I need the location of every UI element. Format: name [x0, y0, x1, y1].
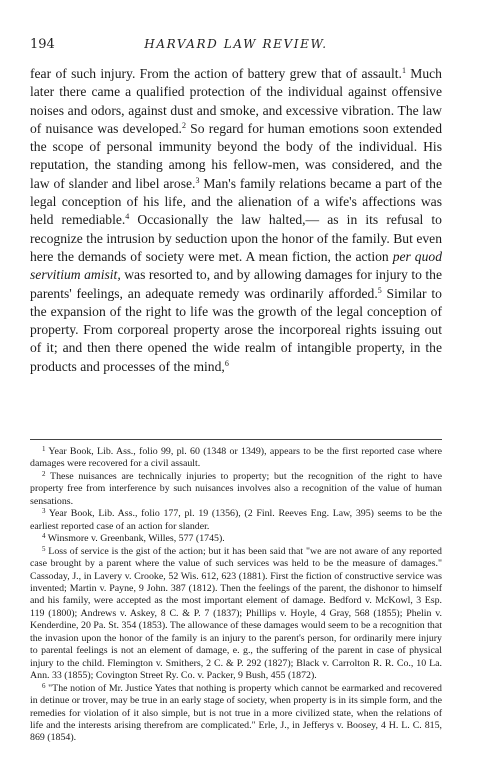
footnote — [30, 446, 442, 471]
footnote-mark: 3 — [42, 507, 46, 516]
footnote-reference: 6 — [224, 358, 229, 368]
footnote-text: Winsmore v. Greenbank, Willes, 577 (1745). — [45, 533, 225, 545]
body-sentence: fear of such injury. From the action of battery grew that of assault. — [30, 66, 402, 81]
footnote-mark: 1 — [42, 445, 46, 453]
body-sentence: Similar to the expansion of the right to life was the growth of the legal conception of property. From corporeal property arose the incorporeal rights issuing out of it; and then there opened the wide realm of intangible property, in the products and processes of the mind, — [30, 285, 442, 374]
footnote — [30, 683, 442, 745]
footnote — [30, 533, 442, 545]
footnote-reference: 3 — [195, 175, 200, 185]
body-sentence: was resorted to, and by allowing damages for injury to the parents' feelings, an adequate remedy was ordinarily afforded. — [30, 267, 442, 301]
running-title: HARVARD LAW REVIEW. — [144, 37, 328, 51]
footnote-reference: 5 — [377, 285, 382, 295]
footnote-text: These nuisances are technically injuries to property; but the recognition of the right to have property free from interference by such nuisances involves also a recognition of the value of human sensations. — [30, 470, 442, 507]
body-text — [30, 65, 442, 376]
latin-phrase: per quod servitium amisit, — [30, 248, 442, 283]
footnote — [30, 546, 442, 683]
body-sentence: Much later there came a qualified protection of the individual against offensive noises and odors, against dust and smoke, and excessive vibration. The law of nuisance was developed. — [30, 66, 442, 136]
footnote-text: Loss of service is the gist of the action; but it has been said that "we are not aware of any reported case brought by a parent where the value of such services was held to be the measure of damages." Cassoday, J., in Lavery v. Crooke, 52 Wis. 612, 623 (1881). First the fiction of constructive service was invented; Martin v. Payne, 9 John. 387 (1812). Then the feelings of the parent, the dishonor to himself and his family, were accepted as the most important element of damage. Bedford v. McKowl, 3 Esp. 119 (1800); Andrews v. Askey, 8 C. & P. 7 (1837); Phillips v. Hoyle, 4 Gray, 568 (1855); Phelin v. Kenderdine, 20 Pa. St. 354 (1853). The allowance of these damages would seem to be a recognition that the invasion upon the honor of the family is an injury to the parent's person, for ordinarily mere injury to parental feelings is not an element of damage, e. g., the suffering of the parent in case of physical injury to the child. Flemington v. Smithers, 2 C. & P. 292 (1827); Black v. Carrolton R. R. Co., 10 La. Ann. 33 (1855); Covington Street Ry. Co. v. Packer, 9 Bush, 455 (1872). — [30, 545, 442, 682]
footnote-divider — [30, 439, 442, 440]
footnotes — [30, 446, 442, 745]
footnote — [30, 508, 442, 533]
footnote-mark: 2 — [42, 469, 46, 478]
page-number: 194 — [30, 37, 55, 52]
footnote — [30, 471, 442, 508]
body-sentence: Occasionally the law halted,— as in its refusal to recognize the intrusion by seduction upon the honor of the family. But even here the demands of society were met. A mean fiction, the action — [30, 212, 442, 264]
footnote-reference: 2 — [181, 120, 186, 130]
page-header — [30, 37, 442, 55]
body-paragraph — [30, 65, 442, 376]
footnote-text: Year Book, Lib. Ass., folio 99, pl. 60 (1348 or 1349), appears to be the first reported case where damages were recovered for a civil assault. — [30, 446, 442, 470]
body-sentence: So regard for human emotions soon extended the scope of personal immunity beyond the body of the individual. His reputation, the standing among his fellow-men, was considered, and the law of slander and libel arose. — [30, 120, 443, 191]
footnote-reference: 1 — [401, 66, 406, 75]
body-sentence: Man's family relations became a part of the legal conception of his life, and the alienation of a wife's affections was held remediable. — [30, 175, 442, 228]
footnote-text: Year Book, Lib. Ass., folio 177, pl. 19 (1356), (2 Finl. Reeves Eng. Law, 395) seems to be the earliest reported case of an action for slander. — [30, 508, 442, 532]
footnote-reference: 4 — [125, 212, 130, 222]
footnote-mark: 6 — [42, 681, 46, 690]
footnote-mark: 4 — [42, 532, 46, 541]
footnote-mark: 5 — [42, 544, 46, 553]
footnote-text: "The notion of Mr. Justice Yates that nothing is property which cannot be earmarked and recovered in detinue or trover, may be true in an early stage of society, when property is in its simple form, and the remedies for violation of it also simple, but is not true in a more civilized state, when the relations of life and the interests arising therefrom are complicated." Erle, J., in Jefferys v. Boosey, 4 H. L. C. 815, 869 (1854). — [30, 682, 442, 744]
